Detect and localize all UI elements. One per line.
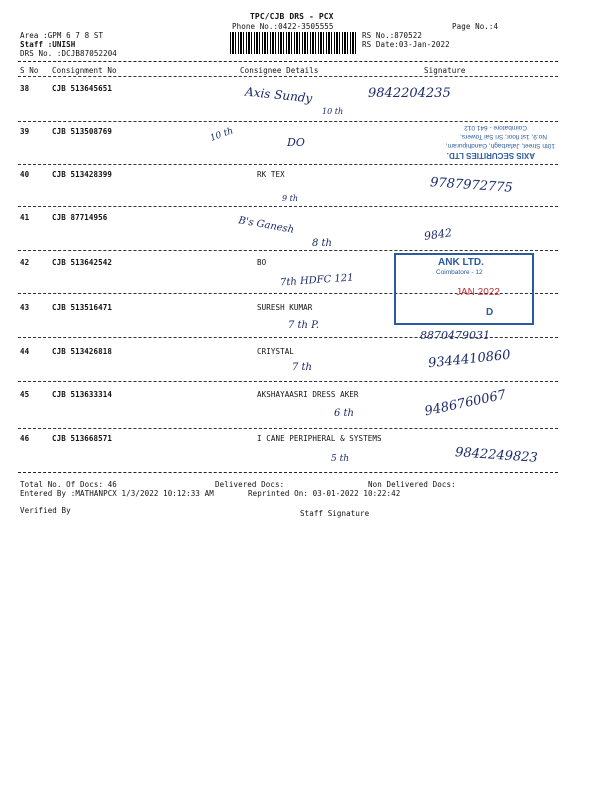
col-consignment: Consignment No <box>52 66 117 75</box>
handwritten-signature: 8870479031 <box>420 329 490 342</box>
rs-number: RS No.:870522 <box>362 31 422 40</box>
row-consignee: SURESH KUMAR <box>257 303 313 312</box>
page-number: Page No.:4 <box>452 22 499 31</box>
handwritten-signature: 9486760067 <box>423 387 508 420</box>
total-docs: Total No. Of Docs: 46 <box>20 480 117 489</box>
entered-by: Entered By :MATHANPCX 1/3/2022 10:12:33 AM <box>20 489 214 498</box>
bank-stamp: ANK LTD. Coimbatore - 12 JAN 2022 D <box>394 253 534 325</box>
table-end-divider <box>18 472 558 473</box>
row-sno: 44 <box>20 347 30 356</box>
row-divider <box>18 381 558 382</box>
row-sno: 40 <box>20 170 30 179</box>
row-consignment: CJB 513426818 <box>52 347 112 356</box>
handwritten-note: 7th HDFC 121 <box>279 272 354 289</box>
phone-number: Phone No.:0422-3505555 <box>232 22 334 31</box>
handwritten-signature: 9842249823 <box>454 445 539 466</box>
row-sno: 42 <box>20 258 30 267</box>
row-consignment: CJB 513668571 <box>52 434 112 443</box>
handwritten-floor: 5 th <box>331 454 349 464</box>
handwritten-floor: 6 th <box>334 408 354 419</box>
rs-date: RS Date:03-Jan-2022 <box>362 40 450 49</box>
row-sno: 43 <box>20 303 30 312</box>
row-sno: 38 <box>20 84 30 93</box>
drs-number: DRS No. :DCJB87052204 <box>20 49 117 58</box>
row-consignee: BO <box>257 258 267 267</box>
row-consignment: CJB 513645651 <box>52 84 112 93</box>
verified-by: Verified By <box>20 506 71 515</box>
row-sno: 41 <box>20 213 30 222</box>
row-consignment: CJB 513508769 <box>52 127 112 136</box>
handwritten-note: DO <box>287 136 305 149</box>
row-consignee: I CANE PERIPHERAL & SYSTEMS <box>257 434 382 443</box>
header-divider <box>18 61 558 62</box>
row-sno: 45 <box>20 390 30 399</box>
handwritten-floor: 8 th <box>312 238 332 249</box>
col-signature: Signature <box>424 66 466 75</box>
col-sno: S No <box>20 66 39 75</box>
column-header-divider <box>18 76 558 77</box>
handwritten-signature: 9842 <box>423 226 453 243</box>
handwritten-signature: 9842204235 <box>368 86 451 101</box>
row-divider <box>18 164 558 165</box>
handwritten-floor: 7 th <box>292 362 312 373</box>
handwritten-floor: 10 th <box>322 107 344 116</box>
handwritten-floor: 10 th <box>209 126 235 144</box>
row-consignment: CJB 87714956 <box>52 213 108 222</box>
delivered-docs: Delivered Docs: <box>215 480 285 489</box>
row-consignee: CRIYSTAL <box>257 347 294 356</box>
reprinted-on: Reprinted On: 03-01-2022 10:22:42 <box>248 489 401 498</box>
document-title: TPC/CJB DRS - PCX <box>250 12 334 21</box>
row-divider <box>18 206 558 207</box>
barcode <box>230 32 358 54</box>
non-delivered-docs: Non Delivered Docs: <box>368 480 456 489</box>
row-consignment: CJB 513633314 <box>52 390 112 399</box>
handwritten-name: B's Ganesh <box>237 215 295 236</box>
row-consignee: RK TEX <box>257 170 285 179</box>
handwritten-signature: 9344410860 <box>427 347 512 372</box>
area-label: Area :GPM 6 7 8 ST <box>20 31 104 40</box>
col-consignee: Consignee Details <box>240 66 319 75</box>
row-consignment: CJB 513428399 <box>52 170 112 179</box>
row-divider <box>18 250 558 251</box>
row-consignment: CJB 513516471 <box>52 303 112 312</box>
handwritten-name: Axis Sundy <box>244 84 313 106</box>
axis-securities-stamp: AXIS SECURITIES LTD. 10th Street, Jafarbagh, Gandhipuram, No.9, 1st floor, Sri Sai Towers, Coimbatore - 641 012 <box>445 124 555 160</box>
row-consignment: CJB 513642542 <box>52 258 112 267</box>
staff-signature-label: Staff Signature <box>300 509 370 518</box>
handwritten-floor: 9 th <box>282 194 298 203</box>
row-consignee: AKSHAYAASRI DRESS AKER <box>257 390 359 399</box>
row-divider <box>18 428 558 429</box>
handwritten-note: 7 th P. <box>288 320 320 331</box>
row-sno: 39 <box>20 127 30 136</box>
row-sno: 46 <box>20 434 30 443</box>
handwritten-signature: 9787972775 <box>429 175 514 196</box>
staff-label: Staff :UNISH <box>20 40 76 49</box>
